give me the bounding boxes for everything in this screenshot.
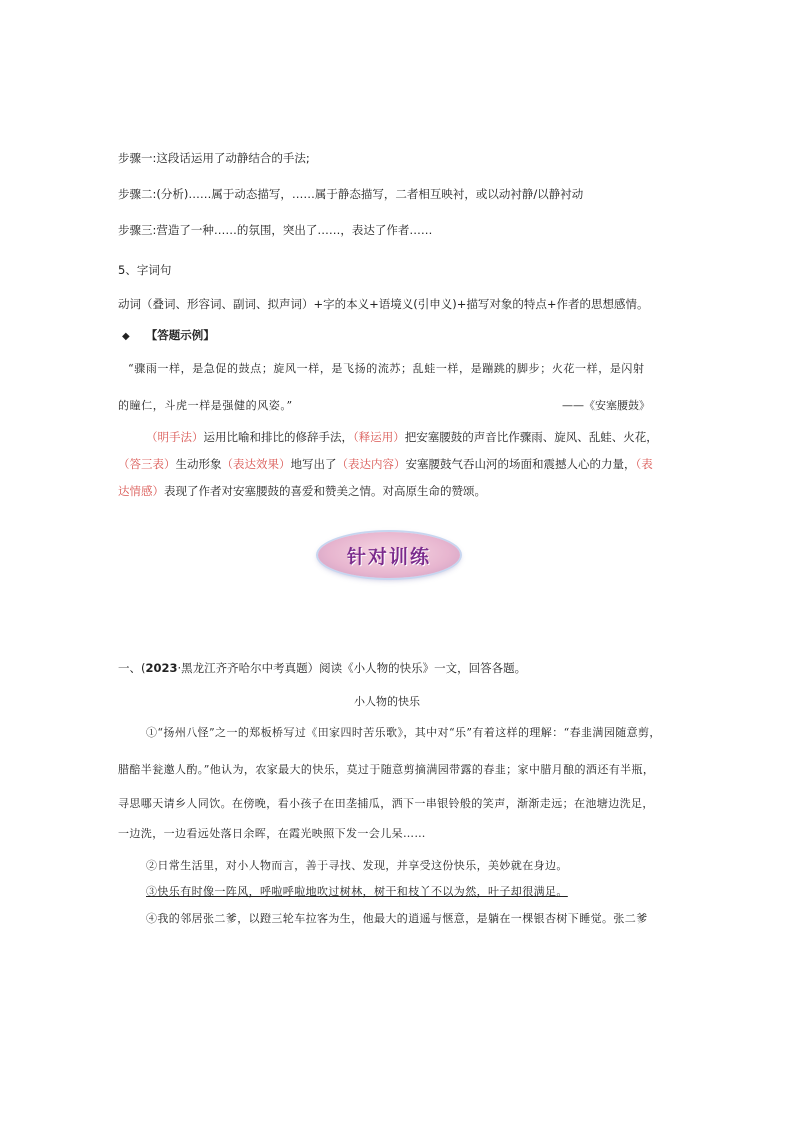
section-5-formula: 动词（叠词、形容词、副词、拟声词）+字的本义+语境义(引申义)+描写对象的特点+作者的思想感情。 — [118, 297, 649, 311]
section-5-title: 5、字词句 — [118, 263, 172, 277]
example-analysis-line-2 — [118, 456, 653, 472]
tag-content: （表达内容） — [336, 457, 406, 471]
answer-example-label: 【答题示例】 — [145, 328, 215, 342]
article-paragraph-1-line-3: 寻思哪天请乡人同饮。在傍晚，看小孩子在田垄捕瓜，洒下一串银铃般的笑声，渐渐走远；在池塘边洗足， — [118, 797, 654, 810]
tag-three-aspects: （答三表） — [118, 457, 176, 471]
question-prefix: 一、( — [118, 661, 146, 675]
analysis-text-5: 安塞腰鼓气吞山河的场面和震撼人心的力量， — [405, 457, 636, 471]
step-two: 步骤二:(分析)……属于动态描写，……属于静态描写，二者相互映衬，或以动衬静/以静衬动 — [118, 187, 584, 201]
step-one: 步骤一:这段话运用了动静结合的手法; — [118, 151, 310, 165]
tag-emotion-end: 达情感） — [118, 484, 164, 498]
tag-explain: （释运用） — [353, 430, 405, 444]
question-text: ·黑龙江齐齐哈尔中考真题）阅读《小人物的快乐》一文，回答各题。 — [177, 661, 527, 675]
analysis-text-1: 运用比喻和排比的修辞手法， — [203, 430, 353, 444]
tag-method: （明手法） — [146, 430, 204, 444]
question-year: 2023 — [145, 661, 178, 675]
example-analysis-line-1 — [146, 429, 658, 445]
analysis-text-3: 生动形象 — [175, 457, 222, 471]
article-paragraph-3-underlined: ③快乐有时像一阵风，呼啦呼啦地吹过树林，树干和枝丫不以为然，叶子却很满足。 — [146, 885, 568, 898]
targeted-training-badge — [318, 532, 460, 578]
question-header — [118, 660, 526, 676]
article-paragraph-1-line-2: 腊醅半瓮邀人酌。”他认为，农家最大的快乐，莫过于随意剪摘满园带露的春韭；家中腊月酿的酒还有半瓶， — [118, 763, 655, 776]
article-paragraph-2: ②日常生活里，对小人物而言，善于寻找、发现，并享受这份快乐，美妙就在身边。 — [146, 859, 568, 872]
example-quote-source: ——《安塞腰鼓》 — [562, 399, 650, 412]
analysis-text-6: 表现了作者对安塞腰鼓的喜爱和赞美之情。对高原生命的赞颂。 — [164, 484, 486, 498]
targeted-training-label: 针对训练 — [346, 545, 431, 568]
answer-example-header — [122, 327, 215, 343]
article-paragraph-1-line-4: 一边洗，一边看远处落日余晖，在霞光映照下发一会儿呆…… — [118, 827, 426, 840]
tag-emotion-start: （表 — [635, 457, 653, 471]
tag-effect: （表达效果） — [221, 457, 291, 471]
step-three: 步骤三:营造了一种……的氛围，突出了……，表达了作者…… — [118, 223, 433, 237]
analysis-text-2: 把安塞腰鼓的声音比作骤雨、旋风、乱蛙、火花， — [404, 430, 658, 444]
article-paragraph-1-line-1: ①“扬州八怪”之一的郑板桥写过《田家四时苦乐歌》，其中对“乐”有着这样的理解：“春韭满园随意剪， — [146, 726, 661, 739]
diamond-bullet-icon: ◆ — [122, 331, 130, 342]
example-quote-line-1: “骤雨一样，是急促的鼓点；旋风一样，是飞扬的流苏；乱蛙一样，是蹦跳的脚步；火花一样，是闪射 — [128, 362, 645, 375]
article-paragraph-4: ④我的邻居张二爹，以蹬三轮车拉客为生，他最大的逍遥与惬意，是躺在一棵银杏树下睡觉。张二爹 — [146, 912, 648, 925]
example-quote-line-2: 的瞳仁，斗虎一样是强健的风姿。” — [118, 399, 293, 412]
example-analysis-line-3 — [118, 483, 486, 499]
analysis-text-4: 地写出了 — [290, 457, 337, 471]
article-title: 小人物的快乐 — [354, 695, 420, 708]
